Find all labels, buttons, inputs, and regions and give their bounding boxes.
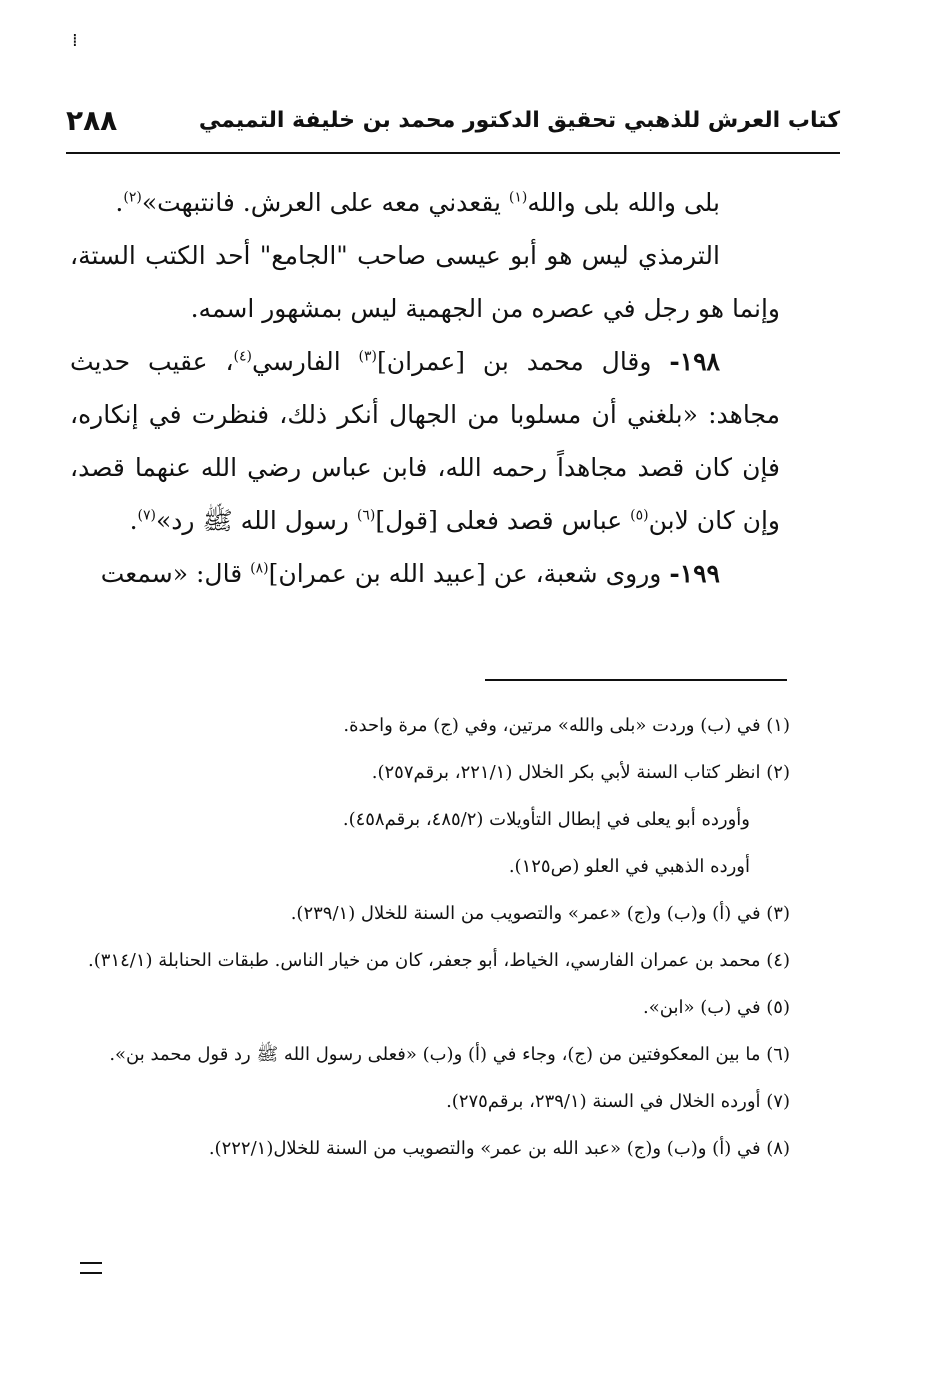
text-run: عباس قصد فعلى [قول] [375, 506, 631, 535]
footnote-ref-3: (٣) [358, 348, 378, 365]
text-run: . [115, 188, 124, 217]
footnote-ref-2: (٢) [123, 189, 142, 206]
footnote-ref-6: (٦) [356, 507, 376, 524]
footnote-ref-4: (٤) [233, 348, 252, 365]
footnote-4: (٤) محمد بن عمران الفارسي، الخياط، أبو جعفر، كان من خيار الناس. طبقات الحنابلة (٣١٤/١). [88, 950, 790, 971]
footnote-divider [485, 679, 787, 681]
footnote-5: (٥) في (ب) «ابن». [643, 997, 790, 1018]
text-run: وقال محمد بن [عمران] [377, 347, 670, 376]
footnote-ref-7: (٧) [137, 507, 156, 524]
item-number-199: ١٩٩- [669, 559, 720, 588]
footnote-2: (٢) انظر كتاب السنة لأبي بكر الخلال (٢٢١/١، برقم٢٥٧). [371, 762, 790, 783]
text-run: يقعدني معه على العرش. فانتبهت» [141, 188, 509, 217]
footnote-ref-1: (١) [508, 189, 528, 206]
paragraph-1 [70, 176, 780, 229]
footnotes [72, 702, 790, 1172]
text-run: ، عقيب حديث مجاهد: «بلغني أن مسلوبا من الجهال أنكر ذلك، فنظرت في إنكاره، فإن كان قصد مجاهداً رحمه الله، فابن عباس رضي الله عنهما قصد، وإن كان لابن [70, 347, 780, 535]
text-run: بلى والله بلى والله [527, 188, 720, 217]
text-run: وروى شعبة، عن [عبيد الله بن عمران] [268, 559, 670, 588]
text-run: الفارسي [252, 347, 359, 376]
page-header [66, 104, 840, 154]
footnote-1: (١) في (ب) وردت «بلى والله» مرتين، وفي (ج) مرة واحدة. [343, 715, 790, 736]
paragraph-199 [70, 547, 780, 600]
footnote-ref-5: (٥) [630, 507, 649, 524]
footnote-2-continuation: وأورده أبو يعلى في إبطال التأويلات (٤٨٥/٢، برقم٤٥٨). [342, 809, 750, 830]
page-corner-mark: ⁞ [72, 30, 78, 51]
paragraph-198 [70, 335, 780, 547]
footnote-8: (٨) في (أ) و(ب) و(ج) «عبد الله بن عمر» والتصويب من السنة للخلال(٢٢٢/١). [208, 1138, 790, 1159]
running-title: كتاب العرش للذهبي تحقيق الدكتور محمد بن خليفة التميمي [198, 108, 840, 133]
page-end-mark [80, 1262, 102, 1274]
footnote-ref-8: (٨) [250, 560, 269, 577]
page-number: ٢٨٨ [66, 104, 118, 137]
footnote-7: (٧) أورده الخلال في السنة (٢٣٩/١، برقم٢٧٥). [446, 1091, 790, 1112]
footnote-2-continuation: أورده الذهبي في العلو (ص١٢٥). [508, 856, 750, 877]
text-run: رسول الله ﷺ رد» [156, 506, 357, 535]
text-run: . [129, 506, 138, 535]
paragraph-2: الترمذي ليس هو أبو عيسى صاحب "الجامع" أحد الكتب الستة، وإنما هو رجل في عصره من الجهمية ليس بمشهور اسمه. [70, 241, 780, 323]
footnote-6: (٦) ما بين المعكوفتين من (ج)، وجاء في (أ) و(ب) «فعلى رسول الله ﷺ رد قول محمد بن». [109, 1044, 790, 1065]
text-run: قال: «سمعت [100, 559, 251, 588]
main-text [70, 176, 780, 600]
footnote-3: (٣) في (أ) و(ب) و(ج) «عمر» والتصويب من السنة للخلال (٢٣٩/١). [290, 903, 790, 924]
item-number-198: ١٩٨- [669, 347, 720, 376]
